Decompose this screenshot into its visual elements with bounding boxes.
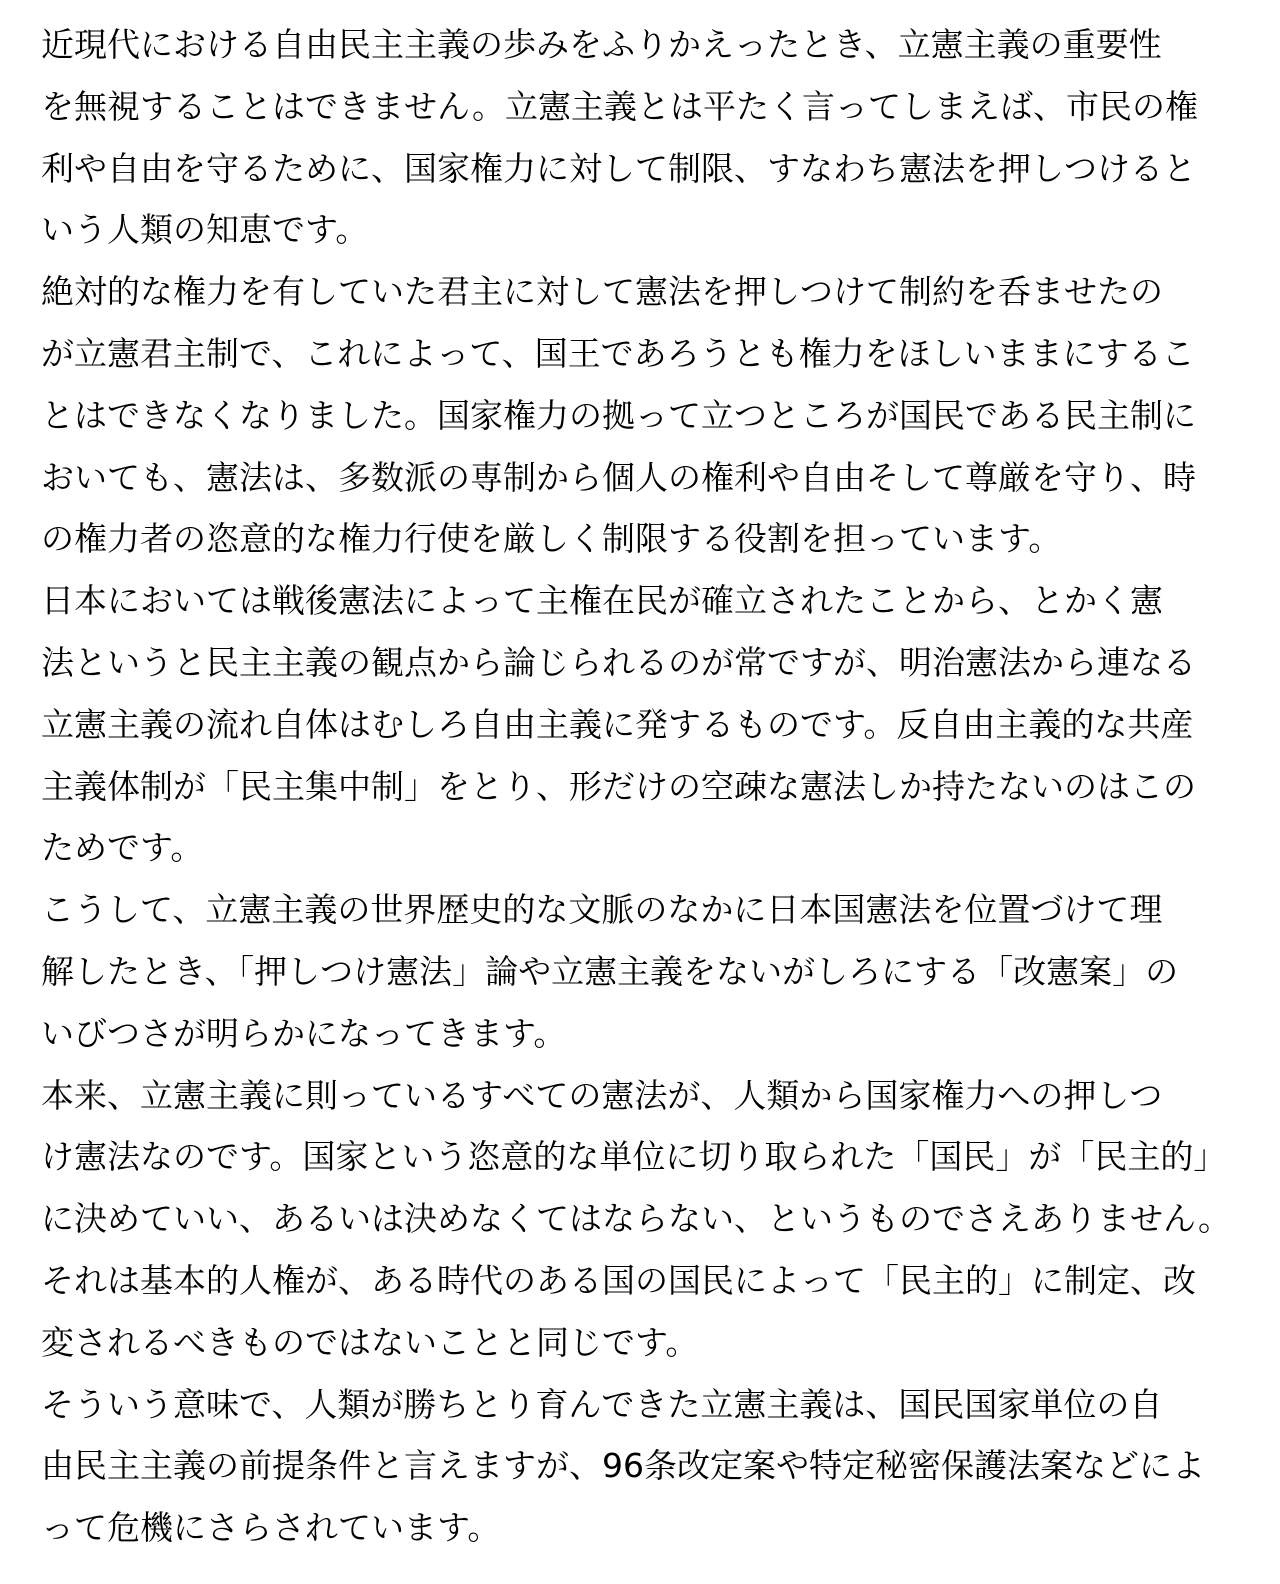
paragraph-2 [8, 261, 1274, 570]
text-line: が立憲君主制で、これによって、国王であろうとも権力をほしいままにするこ [41, 333, 1195, 373]
document-body [8, 14, 1274, 1559]
text-line: 絶対的な権力を有していた君主に対して憲法を押しつけて制約を呑ませたの [41, 272, 1163, 312]
text-line: 日本においては戦後憲法によって主権在民が確立されたことから、とかく憲 [41, 581, 1163, 621]
text-line: それは基本的人権が、ある時代のある国の国民によって「民主的」に制定、改 [41, 1260, 1196, 1300]
text-line: 本来、立憲主義に則っているすべての憲法が、人類から国家権力への押しつ [41, 1075, 1163, 1115]
paragraph-4 [8, 879, 1274, 1064]
text-line: け憲法なのです。国家という恣意的な単位に切り取られた「国民」が「民主的」 [41, 1137, 1227, 1177]
text-line: そういう意味で、人類が勝ちとり育んできた立憲主義は、国民国家単位の自 [41, 1384, 1163, 1424]
text-line: とはできなくなりました。国家権力の拠って立つところが国民である民主制に [41, 395, 1196, 435]
text-line: 解したとき、「押しつけ憲法」論や立憲主義をないがしろにする「改憲案」の [41, 951, 1179, 991]
paragraph-5 [8, 1065, 1274, 1374]
text-line: って危機にさらされています。 [41, 1508, 501, 1548]
text-line: いびつさが明らかになってきます。 [41, 1013, 567, 1053]
text-line: こうして、立憲主義の世界歴史的な文脈のなかに日本国憲法を位置づけて理 [41, 890, 1163, 930]
text-line: 変されるべきものではないことと同じです。 [41, 1322, 699, 1362]
text-line: の権力者の恣意的な権力行使を厳しく制限する役割を担っています。 [41, 519, 1062, 559]
paragraph-6 [8, 1374, 1274, 1559]
text-line: 法というと民主主義の観点から論じられるのが常ですが、明治憲法から連なる [41, 642, 1196, 682]
text-line: いう人類の知恵です。 [41, 210, 369, 250]
text-line: おいても、憲法は、多数派の専制から個人の権利や自由そして尊厳を守り、時 [41, 457, 1196, 497]
text-line: を無視することはできません。立憲主義とは平たく言ってしまえば、市民の権 [41, 86, 1198, 126]
text-line: 主義体制が「民主集中制」をとり、形だけの空疎な憲法しか持たないのはこの [41, 766, 1196, 806]
text-line: ためです。 [41, 828, 204, 868]
text-line: 由民主主義の前提条件と言えますが、96条改定案や特定秘密保護法案などによ [41, 1446, 1205, 1486]
text-line: 利や自由を守るために、国家権力に対して制限、すなわち憲法を押しつけると [41, 148, 1196, 188]
text-line: に決めていい、あるいは決めなくてはならない、というものでさえありません。 [41, 1199, 1231, 1239]
paragraph-3 [8, 570, 1274, 879]
paragraph-1 [8, 14, 1274, 261]
text-line: 立憲主義の流れ自体はむしろ自由主義に発するものです。反自由主義的な共産 [41, 704, 1194, 744]
text-line: 近現代における自由民主主義の歩みをふりかえったとき、立憲主義の重要性 [41, 25, 1162, 64]
